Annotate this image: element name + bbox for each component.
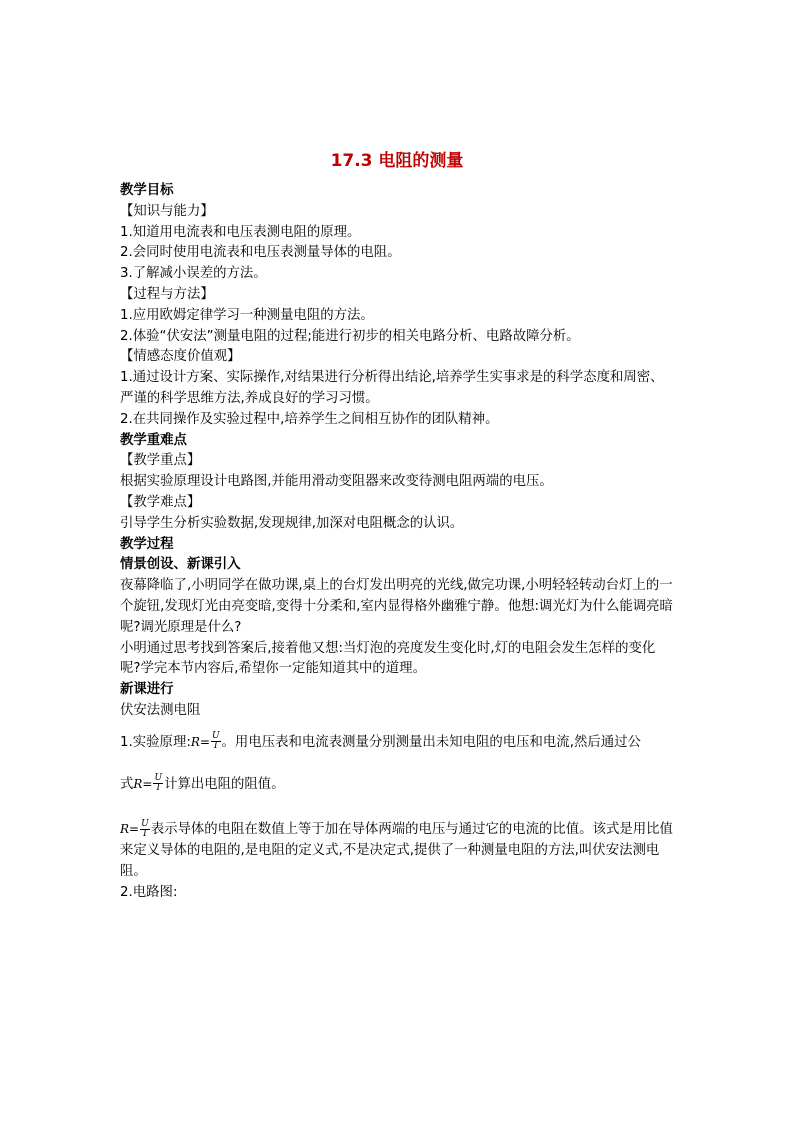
- section-heading-keypoints: 教学重难点: [120, 432, 187, 448]
- paragraph-difficulty: 引导学生分析实验数据,发现规律,加深对电阻概念的认识。: [120, 515, 464, 531]
- formula-r: R=: [133, 776, 153, 791]
- subheading-process: 【过程与方法】: [120, 286, 214, 302]
- subheading-knowledge: 【知识与能力】: [120, 203, 214, 219]
- paragraph-principle: [120, 732, 675, 754]
- formula-r: R=: [190, 734, 210, 749]
- subheading-new: 新课进行: [120, 682, 174, 698]
- subheading-intro: 情景创设、新课引入: [120, 557, 241, 573]
- principle-suffix: 。用电压表和电流表测量分别测量出未知电阻的电压和电流,然后通过公: [221, 734, 641, 750]
- paragraph-key: 根据实验原理设计电路图,并能用滑动变阻器来改变待测电阻两端的电压。: [120, 474, 553, 490]
- page-title: 17.3 电阻的测量: [330, 151, 464, 171]
- section-heading-process: 教学过程: [120, 536, 174, 552]
- formula-use-prefix: 式: [120, 776, 134, 792]
- formula-numerator: U: [211, 731, 220, 742]
- formula-r: R=: [120, 822, 140, 837]
- formula-numerator: U: [141, 818, 149, 829]
- paragraph-p2: 2.体验“伏安法”测量电阻的过程;能进行初步的相关电路分析、电路故障分析。: [120, 328, 580, 344]
- principle-prefix: 1.实验原理:: [120, 734, 191, 750]
- paragraph-definition: [120, 819, 675, 882]
- paragraph-e1: 1.通过设计方案、实际操作,对结果进行分析得出结论,培养学生实事求是的科学态度和周密、严谨的科学思维方法,养成良好的学习习惯。: [120, 370, 664, 406]
- subheading-emotion: 【情感态度价值观】: [120, 349, 241, 365]
- paragraph-p1: 1.应用欧姆定律学习一种测量电阻的方法。: [120, 307, 374, 323]
- paragraph-intro2: 小明通过思考找到答案后,接着他又想:当灯泡的亮度发生变化时,灯的电阻会发生怎样的变化呢?学完本节内容后,希望你一定能知道其中的道理。: [120, 640, 656, 677]
- document-body: [120, 181, 675, 904]
- paragraph-formula-use: [120, 774, 675, 796]
- subheading-key: 【教学重点】: [120, 453, 201, 469]
- formula-numerator: U: [154, 773, 163, 784]
- paragraph-k2: 2.会同时使用电流表和电压表测量导体的电阻。: [120, 245, 401, 261]
- formula-denominator: I: [213, 741, 218, 752]
- formula-denominator: I: [143, 828, 147, 839]
- subheading-difficulty: 【教学难点】: [120, 494, 201, 510]
- paragraph-k1: 1.知道用电流表和电压表测电阻的原理。: [120, 224, 361, 240]
- paragraph-k3: 3.了解减小误差的方法。: [120, 266, 267, 282]
- formula-use-suffix: 计算出电阻的阻值。: [164, 776, 285, 792]
- formula-fraction: [140, 820, 150, 839]
- paragraph-e2: 2.在共同操作及实验过程中,培养学生之间相互协作的团队精神。: [120, 411, 499, 427]
- method-name: 伏安法测电阻: [120, 702, 201, 718]
- formula-denominator: I: [156, 783, 161, 794]
- formula-fraction: [153, 774, 163, 793]
- definition-text: 表示导体的电阻在数值上等于加在导体两端的电压与通过它的电流的比值。该式是用比值来定义导体的电阻的,是电阻的定义式,不是决定式,提供了一种测量电阻的方法,叫伏安法测电阻。: [120, 822, 673, 879]
- section-heading-goals: 教学目标: [120, 183, 174, 198]
- paragraph-circuit: 2.电路图:: [120, 884, 178, 900]
- formula-fraction: [211, 732, 221, 751]
- paragraph-intro1: 夜幕降临了,小明同学在做功课,桌上的台灯发出明亮的光线,做完功课,小明轻轻转动台灯上的一个旋钮,发现灯光由亮变暗,变得十分柔和,室内显得格外幽雅宁静。他想:调光灯为什么能调亮暗呢?调光原理是什么?: [120, 578, 673, 635]
